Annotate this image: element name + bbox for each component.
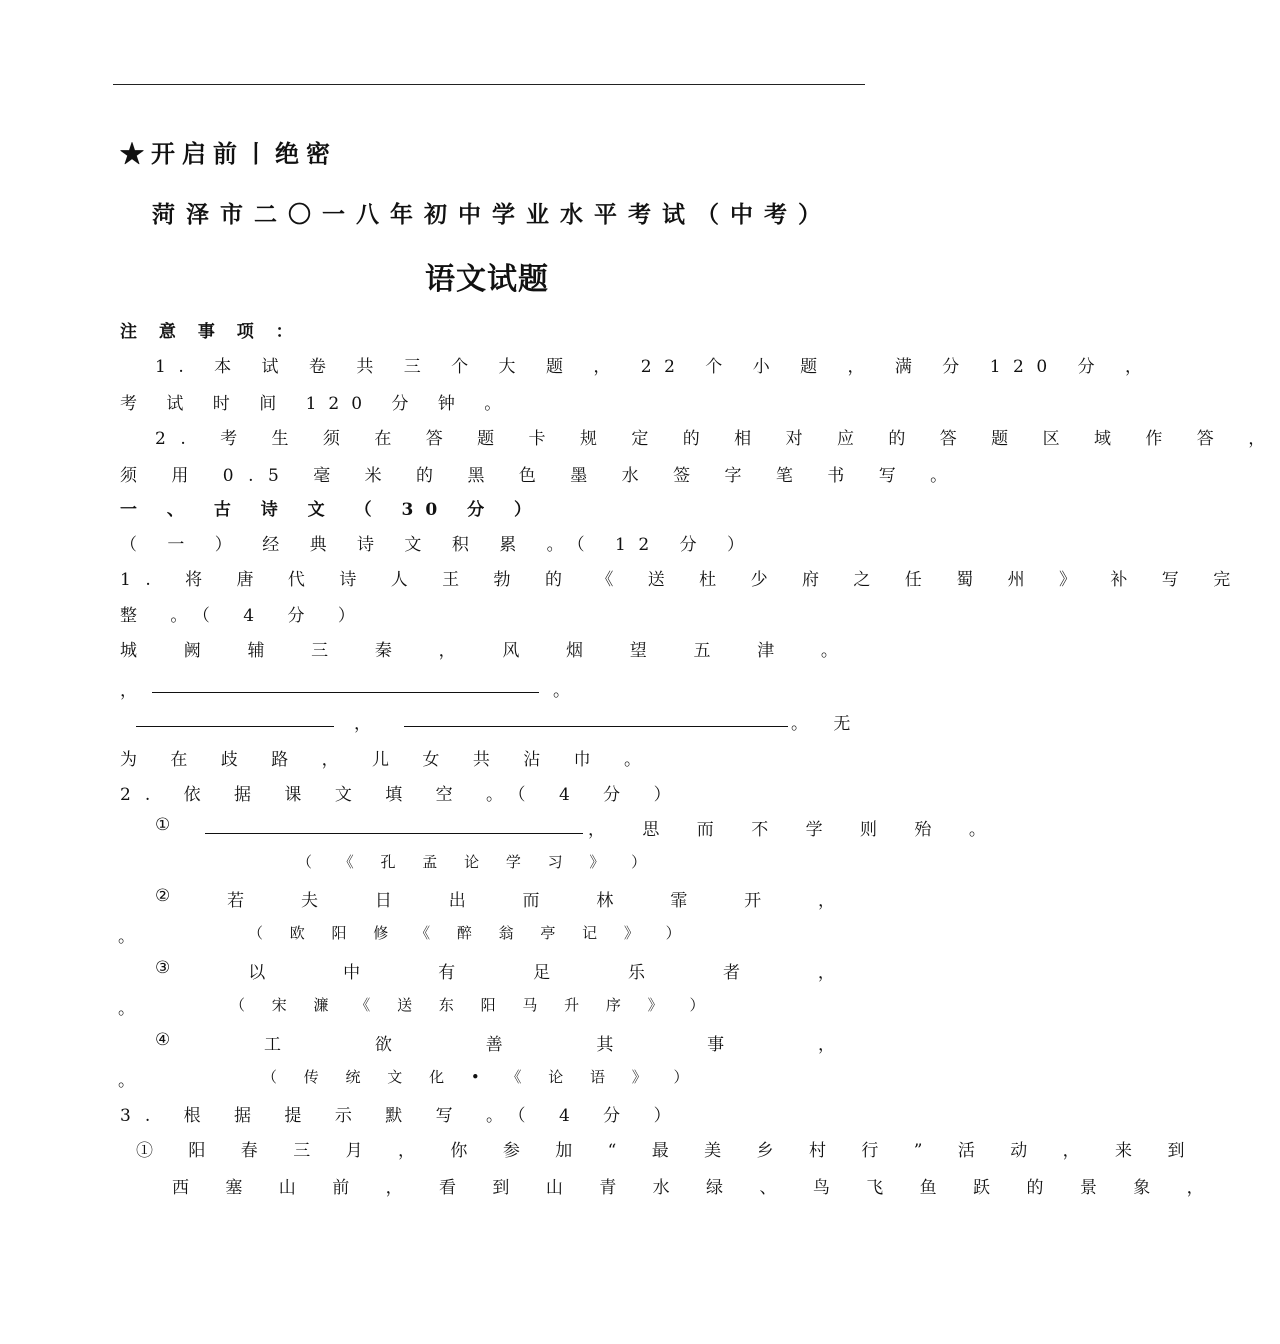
q2-item-4-source: （ 传 统 文 化 • 《 论 语 》 ） [262, 1068, 700, 1086]
q2-item-4-char: ， [817, 1035, 835, 1055]
q1-answer-blank-2[interactable] [136, 726, 334, 727]
q2-item-2-char: 日 [374, 891, 392, 911]
q2-item-4-line [155, 1030, 835, 1055]
notice-item-1-line-2: 考 试 时 间 120 分 钟 。 [120, 394, 514, 414]
q2-item-3-char: ， [817, 963, 835, 983]
q1-poem-line [120, 636, 838, 661]
q2-item-2-char: 开 [744, 891, 762, 911]
q2-item-3-char: 中 [343, 963, 361, 983]
q2-item-2-end: 。 [118, 927, 151, 947]
q2-item-2-char: ， [817, 891, 835, 911]
q2-item-4-char: 其 [596, 1035, 614, 1055]
q2-item-3-char: 以 [248, 963, 266, 983]
q3-heading: 3. 根 据 提 示 默 写 。（ 4 分 ） [120, 1106, 685, 1126]
q2-item-2-char: 林 [596, 891, 614, 911]
q2-item-2-source: （ 欧 阳 修 《 醉 翁 亭 记 》 ） [248, 924, 692, 942]
q1-answer-blank-1[interactable] [152, 692, 539, 693]
q1-answer-blank-3[interactable] [404, 726, 788, 727]
q2-item-3-char: 足 [533, 963, 551, 983]
q1-blank-1-start: ， [120, 681, 153, 701]
q1-blank-1-end: 。 [553, 681, 586, 701]
q2-item-1-text: ， 思 而 不 学 则 殆 。 [588, 820, 1002, 840]
q2-item-3-char: 乐 [628, 963, 646, 983]
q2-item-3-end: 。 [118, 999, 151, 1019]
poem-char: 。 [820, 641, 838, 661]
part-1-heading: （ 一 ） 经 典 诗 文 积 累 。（ 12 分 ） [120, 535, 757, 555]
q2-item-3-char: 者 [722, 963, 740, 983]
poem-char: 三 [311, 641, 329, 661]
q1-line-1: 1. 将 唐 代 诗 人 王 勃 的 《 送 杜 少 府 之 任 蜀 州 》 补 写 完 [120, 570, 1245, 590]
poem-char: 津 [757, 641, 775, 661]
poem-char: 烟 [566, 641, 584, 661]
q1-line-2: 整 。（ 4 分 ） [120, 606, 369, 626]
q2-answer-blank-1[interactable] [205, 833, 583, 834]
secret-label: ★开启前丨绝密 [120, 139, 337, 168]
notice-item-1-line-1: 1. 本 试 卷 共 三 个 大 题 ， 22 个 小 题 ， 满 分 120 分 ， [155, 357, 1155, 377]
q2-item-4-char: ④ [155, 1030, 171, 1050]
section-1-heading: 一 、 古 诗 文 （ 30 分 ） [120, 500, 544, 520]
q3-item-1-line-1: ① 阳 春 三 月 ， 你 参 加 “ 最 美 乡 村 行 ” 活 动 ， 来 到 [136, 1141, 1200, 1161]
q1-last-line: 为 在 歧 路 ， 儿 女 共 沾 巾 。 [120, 750, 656, 770]
poem-char: 阙 [183, 641, 201, 661]
q2-item-2-char: 而 [522, 891, 540, 911]
q2-item-4-char: 工 [264, 1035, 282, 1055]
subject-title: 语文试题 [425, 262, 549, 297]
q2-item-4-char: 事 [707, 1035, 725, 1055]
poem-char: 城 [120, 641, 137, 661]
q2-item-3-line [155, 958, 835, 983]
poem-char: 风 [502, 641, 520, 661]
q2-item-3-char: ③ [155, 958, 171, 978]
top-rule [113, 84, 865, 85]
q1-blank-2-end: 。 无 [791, 714, 861, 734]
notice-item-2-line-1: 2. 考 生 须 在 答 题 卡 规 定 的 相 对 应 的 答 题 区 域 作 答 ， [155, 429, 1280, 449]
q2-item-2-line [155, 886, 835, 911]
notice-item-2-line-2: 须 用 0.5 毫 米 的 黑 色 墨 水 签 字 笔 书 写 。 [120, 466, 962, 486]
q2-item-1-mark: ① [155, 815, 187, 835]
exam-title: 菏泽市二〇一八年初中学业水平考试（中考） [152, 202, 832, 228]
q2-item-4-char: 善 [485, 1035, 503, 1055]
q1-blank-2-mid: ， [354, 714, 387, 734]
q2-item-3-char: 有 [438, 963, 456, 983]
poem-char: ， [438, 641, 456, 661]
poem-char: 辅 [247, 641, 265, 661]
poem-char: 望 [629, 641, 647, 661]
poem-char: 秦 [374, 641, 392, 661]
q2-item-4-end: 。 [118, 1071, 151, 1091]
q3-item-1-line-2: 西 塞 山 前 ， 看 到 山 青 水 绿 、 鸟 飞 鱼 跃 的 景 象 ， [172, 1178, 1220, 1198]
q2-item-2-char: 霏 [670, 891, 688, 911]
q2-item-3-source: （ 宋 濂 《 送 东 阳 马 升 序 》 ） [230, 996, 716, 1014]
q2-item-4-char: 欲 [374, 1035, 392, 1055]
q2-heading: 2. 依 据 课 文 填 空 。（ 4 分 ） [120, 785, 685, 805]
q2-item-2-char: 夫 [300, 891, 318, 911]
q2-item-1-source: （ 《 孔 孟 论 学 习 》 ） [297, 853, 658, 871]
q2-item-2-char: ② [155, 886, 171, 906]
poem-char: 五 [693, 641, 711, 661]
q2-item-2-char: 若 [227, 891, 245, 911]
notice-heading: 注 意 事 项 ： [120, 322, 301, 342]
q2-item-2-char: 出 [448, 891, 466, 911]
